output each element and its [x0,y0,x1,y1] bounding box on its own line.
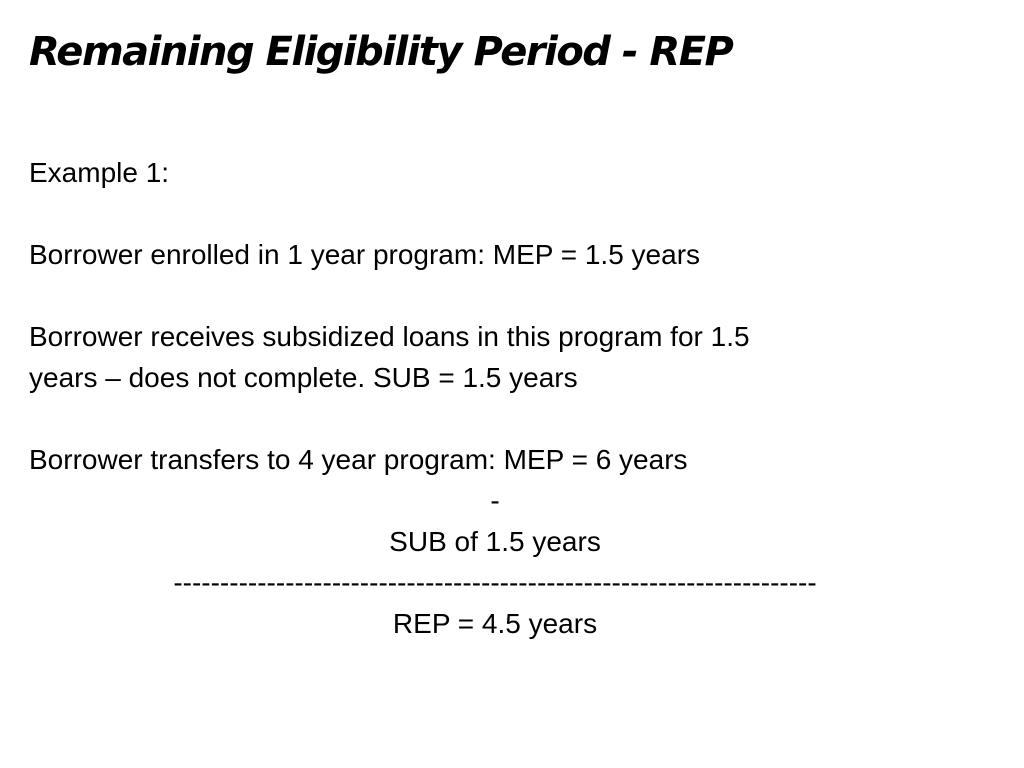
calc-minus-sign: - [490,485,500,516]
calc-result-line: REP = 4.5 years [392,608,598,639]
calc-sub-line: SUB of 1.5 years [389,526,601,557]
transfers-line: Borrower transfers to 4 year program: MEP = 6 years [29,444,688,475]
enrolled-line: Borrower enrolled in 1 year program: MEP = 1.5 years [29,239,701,270]
receives-line-1: Borrower receives subsidized loans in this program for 1.5 [29,321,750,352]
slide-title: Remaining Eligibility Period - REP [29,29,733,75]
calc-divider-rule: --------------------------------------------------------------------- [173,567,817,598]
receives-line-2: years – does not complete. SUB = 1.5 years [29,362,578,393]
example-label: Example 1: [29,157,170,188]
